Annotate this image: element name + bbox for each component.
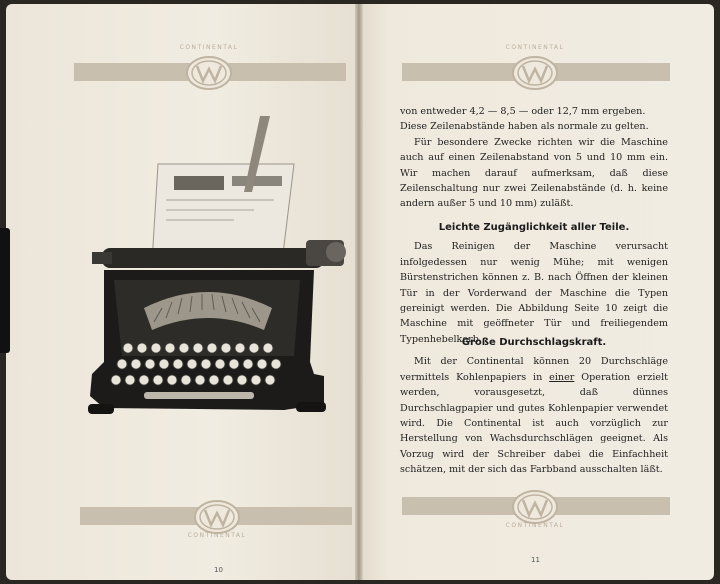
text-block-1 xyxy=(400,104,668,212)
para4 xyxy=(400,354,668,477)
logo-word-top-right: CONTINENTAL xyxy=(505,44,565,51)
para2: Für besondere Zwecke richten wir die Maschine auch auf einen Zeilenabstand von 5 und 10 mm ein. Wir machen darauf aufmerksam, daß diese Zeilenschaltung nur zwei Zeilenabstände (d. h. keine andern außer 5 und 10 mm) zuläßt. xyxy=(400,136,668,210)
logo-word-bottom-right: CONTINENTAL xyxy=(505,522,565,529)
logo-word-top-left: CONTINENTAL xyxy=(179,44,239,51)
para4-part-b: Operation erzielt werden, vorausgesetzt, daß dünnes Durchschlagpapier und gutes Kohlenpapier verwendet wird. Die Continental ist auch vorzüglich zur Herstellung von Wachsdurchschlägen geeignet. Als Vorzug wird der Schreiber dabei die Einfachheit schätzen, mit der sich das Farbband ausschalten läßt. xyxy=(400,371,668,476)
black-index-tab xyxy=(0,228,10,353)
para1-line2: Diese Zeilenabstände haben als normale zu gelten. xyxy=(400,121,649,133)
para3: Das Reinigen der Maschine verursacht infolgedessen nur wenig Mühe; mit wenigen Bürstenstrichen können z. B. nach Öffnen der kleinen Tür in der Vorderwand der Maschine die Typen gereinigt werden. Die Abbildung Seite 10 zeigt die Maschine mit geöffneter Tür und freiliegendem Typenhebelkorb. xyxy=(400,241,668,345)
page-number-right: 11 xyxy=(531,556,540,564)
para4-part-a: Mit der Continental können 20 Durchschläge vermittels Kohlenpapiers in xyxy=(400,356,668,383)
section-accessibility xyxy=(400,220,668,347)
heading-accessibility: Leichte Zugänglichkeit aller Teile. xyxy=(438,222,630,233)
page-number-left: 10 xyxy=(214,566,223,574)
para1-line1: von entweder 4,2 — 8,5 — oder 12,7 mm ergeben. xyxy=(400,106,646,117)
section-carbon-copies xyxy=(400,335,668,478)
heading-carbon-copies: Große Durchschlagskraft. xyxy=(461,337,607,348)
typewriter-illustration xyxy=(74,112,364,432)
para4-underlined: einer xyxy=(549,371,575,383)
continental-logo-icon xyxy=(512,50,558,96)
continental-logo-icon xyxy=(186,50,232,96)
logo-word-bottom-left: CONTINENTAL xyxy=(187,532,247,539)
